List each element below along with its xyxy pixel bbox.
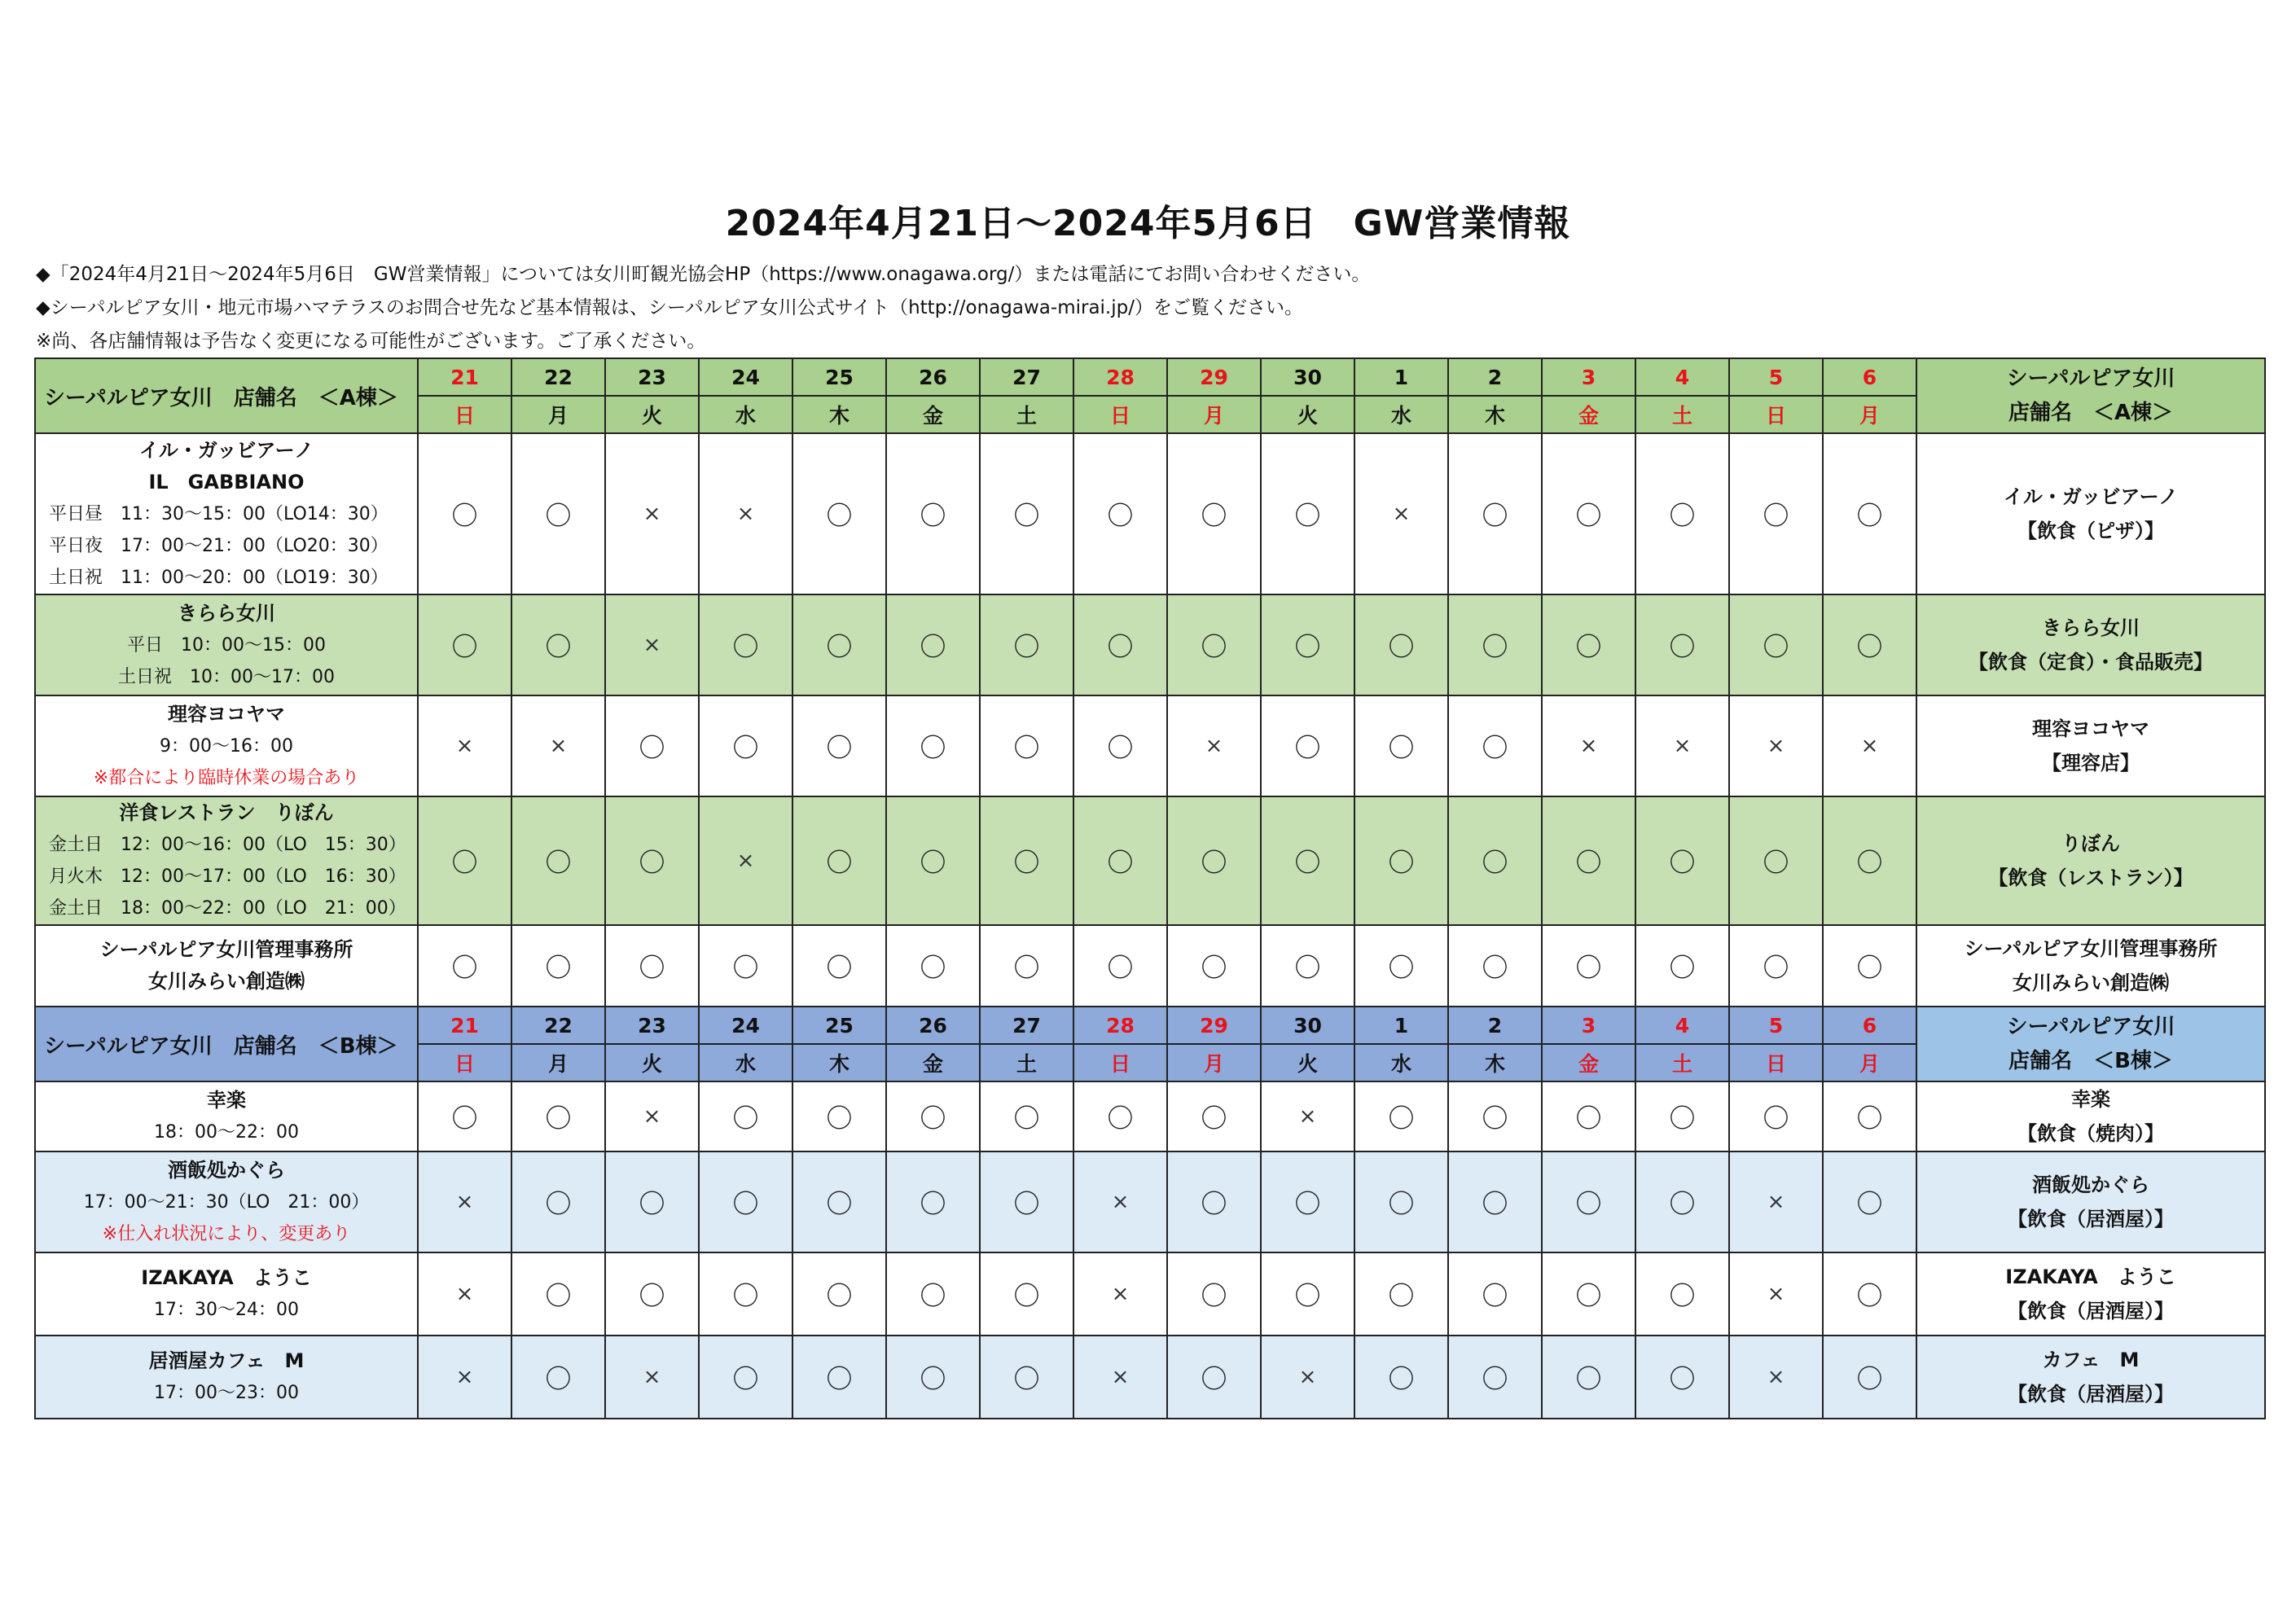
closed-mark: × [1635,695,1729,796]
shop-info [35,1081,418,1151]
weekday: 月 [1823,396,1916,433]
weekday: 日 [418,1044,511,1081]
shop-name-right: 幸楽 [2071,1088,2110,1111]
weekday: 木 [792,1044,886,1081]
shop-hours: 9：00～16：00 [160,735,293,757]
open-mark: 〇 [1261,594,1354,695]
open-mark: 〇 [418,925,511,1007]
weekday: 水 [1354,396,1448,433]
closed-mark: × [418,1151,511,1252]
shop-row [35,1151,2265,1252]
open-mark: 〇 [886,796,980,925]
section_b-header-row-dates [35,1007,2265,1044]
shop-name-right: IZAKAYA ようこ [2005,1266,2176,1288]
closed-mark: × [1729,695,1823,796]
open-mark: 〇 [886,1252,980,1336]
page-title: 2024年4月21日～2024年5月6日 GW営業情報 [725,203,1571,244]
closed-mark: × [511,695,605,796]
weekday: 月 [1167,1044,1261,1081]
date-number: 26 [886,358,980,396]
open-mark: 〇 [1635,594,1729,695]
closed-mark: × [418,1336,511,1419]
open-mark: 〇 [511,594,605,695]
date-number: 3 [1542,1007,1635,1044]
shop-name-right: イル・ガッビアーノ [2003,485,2179,508]
date-number: 29 [1167,1007,1261,1044]
open-mark: 〇 [1823,594,1916,695]
open-mark: 〇 [1635,1336,1729,1419]
shop-row [35,1336,2265,1419]
closed-mark: × [605,594,699,695]
open-mark: 〇 [980,1151,1073,1252]
shop-name-right: シーパルピア女川管理事務所 [1964,937,2218,960]
shop-row [35,1081,2265,1151]
date-number: 21 [418,358,511,396]
open-mark: 〇 [1073,594,1167,695]
open-mark: 〇 [980,594,1073,695]
open-mark: 〇 [699,1081,792,1151]
open-mark: 〇 [1354,1252,1448,1336]
shop-name: 居酒屋カフェ M [148,1349,305,1372]
open-mark: 〇 [1729,796,1823,925]
shop-name: 洋食レストラン りぼん [119,801,334,824]
open-mark: 〇 [792,1151,886,1252]
shop-category [1916,796,2265,925]
open-mark: 〇 [511,1252,605,1336]
open-mark: 〇 [511,433,605,594]
weekday: 月 [1823,1044,1916,1081]
open-mark: 〇 [792,1336,886,1419]
open-mark: 〇 [792,796,886,925]
shop-hours: 17：00～23：00 [154,1383,299,1403]
date-number: 27 [980,358,1073,396]
header-right-line: 店舗名 ＜A棟＞ [2008,401,2174,425]
open-mark: 〇 [1448,433,1542,594]
shop-type: 【飲食（ピザ）】 [2017,520,2164,542]
open-mark: 〇 [1167,433,1261,594]
shop-name: IZAKAYA ようこ [141,1266,312,1289]
weekday: 水 [699,1044,792,1081]
open-mark: 〇 [886,695,980,796]
date-number: 1 [1354,358,1448,396]
date-number: 26 [886,1007,980,1044]
shop-info [35,925,418,1007]
open-mark: 〇 [1167,1151,1261,1252]
open-mark: 〇 [1823,1336,1916,1419]
shop-category [1916,695,2265,796]
info-note-1: ◆「2024年4月21日～2024年5月6日 GW営業情報」については女川町観光協会HP（https://www.onagawa.org/）または電話にてお問い合わせください。 [36,264,1371,285]
open-mark: 〇 [1729,433,1823,594]
shop-type: 【飲食（居酒屋）】 [2008,1208,2174,1230]
shop-name: IL GABBIANO [148,470,305,493]
open-mark: 〇 [1542,1151,1635,1252]
open-mark: 〇 [1073,433,1167,594]
weekday: 火 [605,1044,699,1081]
closed-mark: × [1261,1336,1354,1419]
open-mark: 〇 [1823,925,1916,1007]
open-mark: 〇 [886,925,980,1007]
date-number: 5 [1729,358,1823,396]
shop-hours: 17：00～21：30（LO 21：00） [83,1191,370,1213]
weekday: 土 [980,1044,1073,1081]
closed-mark: × [1729,1336,1823,1419]
shop-name-right: カフェ M [2042,1349,2140,1371]
open-mark: 〇 [605,796,699,925]
closed-mark: × [699,796,792,925]
open-mark: 〇 [1261,796,1354,925]
open-mark: 〇 [1354,1336,1448,1419]
weekday: 日 [1073,1044,1167,1081]
closed-mark: × [1542,695,1635,796]
shop-category [1916,594,2265,695]
shop-row [35,433,2265,594]
date-number: 4 [1635,1007,1729,1044]
weekday: 木 [792,396,886,433]
shop-name-right: 理容ヨコヤマ [2032,717,2149,740]
shop-name-right: 酒飯処かぐら [2032,1173,2149,1196]
date-number: 27 [980,1007,1073,1044]
open-mark: 〇 [1354,594,1448,695]
date-number: 23 [605,1007,699,1044]
open-mark: 〇 [1448,1252,1542,1336]
open-mark: 〇 [1542,796,1635,925]
date-number: 1 [1354,1007,1448,1044]
open-mark: 〇 [1729,594,1823,695]
weekday: 金 [886,396,980,433]
open-mark: 〇 [511,1151,605,1252]
open-mark: 〇 [418,433,511,594]
open-mark: 〇 [886,1081,980,1151]
open-mark: 〇 [792,925,886,1007]
weekday: 火 [1261,1044,1354,1081]
shop-hours: 平日夜 17：00～21：00（LO20：30） [49,535,389,556]
weekday: 火 [605,396,699,433]
shop-info [35,1151,418,1252]
shop-name: 幸楽 [207,1089,246,1112]
open-mark: 〇 [1354,925,1448,1007]
shop-type: 【理容店】 [2042,752,2140,774]
shop-type: 【飲食（焼肉）】 [2017,1122,2164,1145]
open-mark: 〇 [1167,925,1261,1007]
open-mark: 〇 [980,1081,1073,1151]
shop-name: きらら女川 [178,601,275,625]
open-mark: 〇 [605,695,699,796]
closed-mark: × [1729,1252,1823,1336]
date-number: 30 [1261,358,1354,396]
open-mark: 〇 [1261,925,1354,1007]
closed-mark: × [605,1081,699,1151]
shop-hours: 金土日 18：00～22：00（LO 21：00） [49,898,406,919]
open-mark: 〇 [1167,796,1261,925]
date-number: 28 [1073,1007,1167,1044]
open-mark: 〇 [699,925,792,1007]
shop-info [35,1252,418,1336]
closed-mark: × [605,433,699,594]
shop-row [35,796,2265,925]
open-mark: 〇 [1448,1081,1542,1151]
open-mark: 〇 [605,925,699,1007]
closed-mark: × [1354,433,1448,594]
open-mark: 〇 [1542,925,1635,1007]
date-number: 6 [1823,1007,1916,1044]
open-mark: 〇 [699,1151,792,1252]
date-number: 24 [699,358,792,396]
open-mark: 〇 [1729,1081,1823,1151]
section_b-header-right [1916,1007,2265,1081]
shop-category [1916,925,2265,1007]
info-note-3: ※尚、各店舗情報は予告なく変更になる可能性がございます。ご了承ください。 [36,331,706,352]
weekday: 月 [1167,396,1261,433]
weekday: 火 [1261,396,1354,433]
weekday: 日 [1073,396,1167,433]
open-mark: 〇 [1823,796,1916,925]
date-number: 2 [1448,1007,1542,1044]
open-mark: 〇 [980,925,1073,1007]
date-number: 22 [511,358,605,396]
date-number: 5 [1729,1007,1823,1044]
open-mark: 〇 [1448,796,1542,925]
open-mark: 〇 [418,796,511,925]
open-mark: 〇 [1354,1151,1448,1252]
info-note-2: ◆シーパルピア女川・地元市場ハマテラスのお問合せ先など基本情報は、シーパルピア女川公式サイト（http://onagawa-mirai.jp/）をご覧ください。 [36,297,1303,318]
section_a-header-row-dates [35,358,2265,396]
closed-mark: × [699,433,792,594]
section_b-header-label: シーパルピア女川 店舗名 ＜B棟＞ [35,1007,418,1081]
open-mark: 〇 [1073,1081,1167,1151]
open-mark: 〇 [1261,433,1354,594]
shop-hours: 18：00～22：00 [154,1122,299,1143]
closed-mark: × [418,1252,511,1336]
open-mark: 〇 [1448,1336,1542,1419]
open-mark: 〇 [1542,1252,1635,1336]
open-mark: 〇 [1542,433,1635,594]
date-number: 23 [605,358,699,396]
shop-row [35,1252,2265,1336]
shop-name: イル・ガッビアーノ [138,438,314,462]
shop-hours: 月火木 12：00～17：00（LO 16：30） [49,866,406,887]
open-mark: 〇 [1073,925,1167,1007]
shop-type: 【飲食（居酒屋）】 [2008,1300,2174,1323]
open-mark: 〇 [980,796,1073,925]
open-mark: 〇 [886,1336,980,1419]
date-number: 30 [1261,1007,1354,1044]
shop-hours: 土日祝 11：00～20：00（LO19：30） [49,567,389,588]
open-mark: 〇 [980,1336,1073,1419]
section_a-header-label: シーパルピア女川 店舗名 ＜A棟＞ [35,358,418,433]
open-mark: 〇 [1167,1081,1261,1151]
open-mark: 〇 [1823,1081,1916,1151]
open-mark: 〇 [886,1151,980,1252]
weekday: 水 [1354,1044,1448,1081]
open-mark: 〇 [699,1252,792,1336]
shop-category [1916,1151,2265,1252]
open-mark: 〇 [1635,1081,1729,1151]
shop-type: 【飲食（レストラン）】 [1988,866,2193,889]
open-mark: 〇 [1448,1151,1542,1252]
shop-row [35,695,2265,796]
shop-name: 酒飯処かぐら [168,1158,285,1182]
open-mark: 〇 [1167,594,1261,695]
shop-row [35,594,2265,695]
open-mark: 〇 [886,594,980,695]
date-number: 4 [1635,358,1729,396]
weekday: 木 [1448,1044,1542,1081]
closed-mark: × [605,1336,699,1419]
open-mark: 〇 [699,594,792,695]
weekday: 金 [886,1044,980,1081]
closed-mark: × [1073,1336,1167,1419]
open-mark: 〇 [1073,796,1167,925]
date-number: 2 [1448,358,1542,396]
shop-type: 【飲食（居酒屋）】 [2008,1383,2174,1406]
open-mark: 〇 [1635,1252,1729,1336]
date-number: 29 [1167,358,1261,396]
shop-category [1916,433,2265,594]
open-mark: 〇 [511,925,605,1007]
open-mark: 〇 [792,1081,886,1151]
closed-mark: × [1729,1151,1823,1252]
open-mark: 〇 [1354,1081,1448,1151]
shop-name: 理容ヨコヤマ [168,702,285,726]
weekday: 木 [1448,396,1542,433]
open-mark: 〇 [1635,925,1729,1007]
open-mark: 〇 [605,1252,699,1336]
weekday: 日 [418,396,511,433]
open-mark: 〇 [1542,1081,1635,1151]
shop-name-right: りぼん [2061,832,2120,855]
open-mark: 〇 [1448,695,1542,796]
weekday: 水 [699,396,792,433]
date-number: 28 [1073,358,1167,396]
open-mark: 〇 [792,1252,886,1336]
open-mark: 〇 [1823,433,1916,594]
shop-info [35,1336,418,1419]
shop-info [35,433,418,594]
closed-mark: × [1167,695,1261,796]
shop-info [35,796,418,925]
open-mark: 〇 [418,594,511,695]
open-mark: 〇 [980,1252,1073,1336]
header-right-line: シーパルピア女川 [2006,366,2175,391]
shop-category [1916,1081,2265,1151]
open-mark: 〇 [792,433,886,594]
weekday: 土 [1635,396,1729,433]
open-mark: 〇 [886,433,980,594]
date-number: 6 [1823,358,1916,396]
weekday: 金 [1542,396,1635,433]
open-mark: 〇 [511,1081,605,1151]
date-number: 25 [792,358,886,396]
date-number: 21 [418,1007,511,1044]
open-mark: 〇 [1073,695,1167,796]
shop-hours: 平日 10：00～15：00 [127,634,326,656]
closed-mark: × [1823,695,1916,796]
date-number: 3 [1542,358,1635,396]
open-mark: 〇 [1542,594,1635,695]
closed-mark: × [1073,1151,1167,1252]
open-mark: 〇 [1635,433,1729,594]
date-number: 25 [792,1007,886,1044]
open-mark: 〇 [1635,1151,1729,1252]
shop-note: ※仕入れ状況により、変更あり [102,1223,351,1244]
open-mark: 〇 [792,594,886,695]
open-mark: 〇 [1354,695,1448,796]
date-number: 24 [699,1007,792,1044]
open-mark: 〇 [1261,1151,1354,1252]
shop-hours: 金土日 12：00～16：00（LO 15：30） [49,835,406,855]
open-mark: 〇 [1261,695,1354,796]
open-mark: 〇 [1261,1252,1354,1336]
header-right-line: 店舗名 ＜B棟＞ [2008,1049,2173,1073]
shop-hours: 土日祝 10：00～17：00 [118,666,335,687]
open-mark: 〇 [699,1336,792,1419]
weekday: 土 [980,396,1073,433]
open-mark: 〇 [792,695,886,796]
shop-info [35,594,418,695]
open-mark: 〇 [511,796,605,925]
weekday: 日 [1729,396,1823,433]
closed-mark: × [1073,1252,1167,1336]
shop-name: 女川みらい創造㈱ [148,970,305,993]
open-mark: 〇 [1354,796,1448,925]
open-mark: 〇 [1635,796,1729,925]
shop-type: 【飲食（定食）・食品販売】 [1969,651,2213,673]
open-mark: 〇 [699,695,792,796]
section_a-header-right [1916,358,2265,433]
open-mark: 〇 [1542,1336,1635,1419]
open-mark: 〇 [980,433,1073,594]
open-mark: 〇 [1167,1336,1261,1419]
shop-note: ※都合により臨時休業の場合あり [93,767,360,788]
shop-type: 女川みらい創造㈱ [2013,972,2169,994]
open-mark: 〇 [980,695,1073,796]
shop-category [1916,1336,2265,1419]
header-right-line: シーパルピア女川 [2006,1015,2175,1039]
shop-row [35,925,2265,1007]
open-mark: 〇 [511,1336,605,1419]
weekday: 月 [511,1044,605,1081]
weekday: 日 [1729,1044,1823,1081]
open-mark: 〇 [605,1151,699,1252]
open-mark: 〇 [1448,594,1542,695]
open-mark: 〇 [1823,1151,1916,1252]
weekday: 土 [1635,1044,1729,1081]
shop-info [35,695,418,796]
weekday: 月 [511,396,605,433]
closed-mark: × [418,695,511,796]
weekday: 金 [1542,1044,1635,1081]
open-mark: 〇 [1823,1252,1916,1336]
closed-mark: × [1261,1081,1354,1151]
open-mark: 〇 [1448,925,1542,1007]
date-number: 22 [511,1007,605,1044]
open-mark: 〇 [1729,925,1823,1007]
shop-name-right: きらら女川 [2042,616,2140,639]
shop-name: シーパルピア女川管理事務所 [99,938,353,961]
shop-hours: 平日昼 11：30～15：00（LO14：30） [49,503,389,524]
open-mark: 〇 [1167,1252,1261,1336]
schedule-table [34,357,2266,1419]
shop-hours: 17：30～24：00 [154,1300,299,1320]
shop-category [1916,1252,2265,1336]
open-mark: 〇 [418,1081,511,1151]
